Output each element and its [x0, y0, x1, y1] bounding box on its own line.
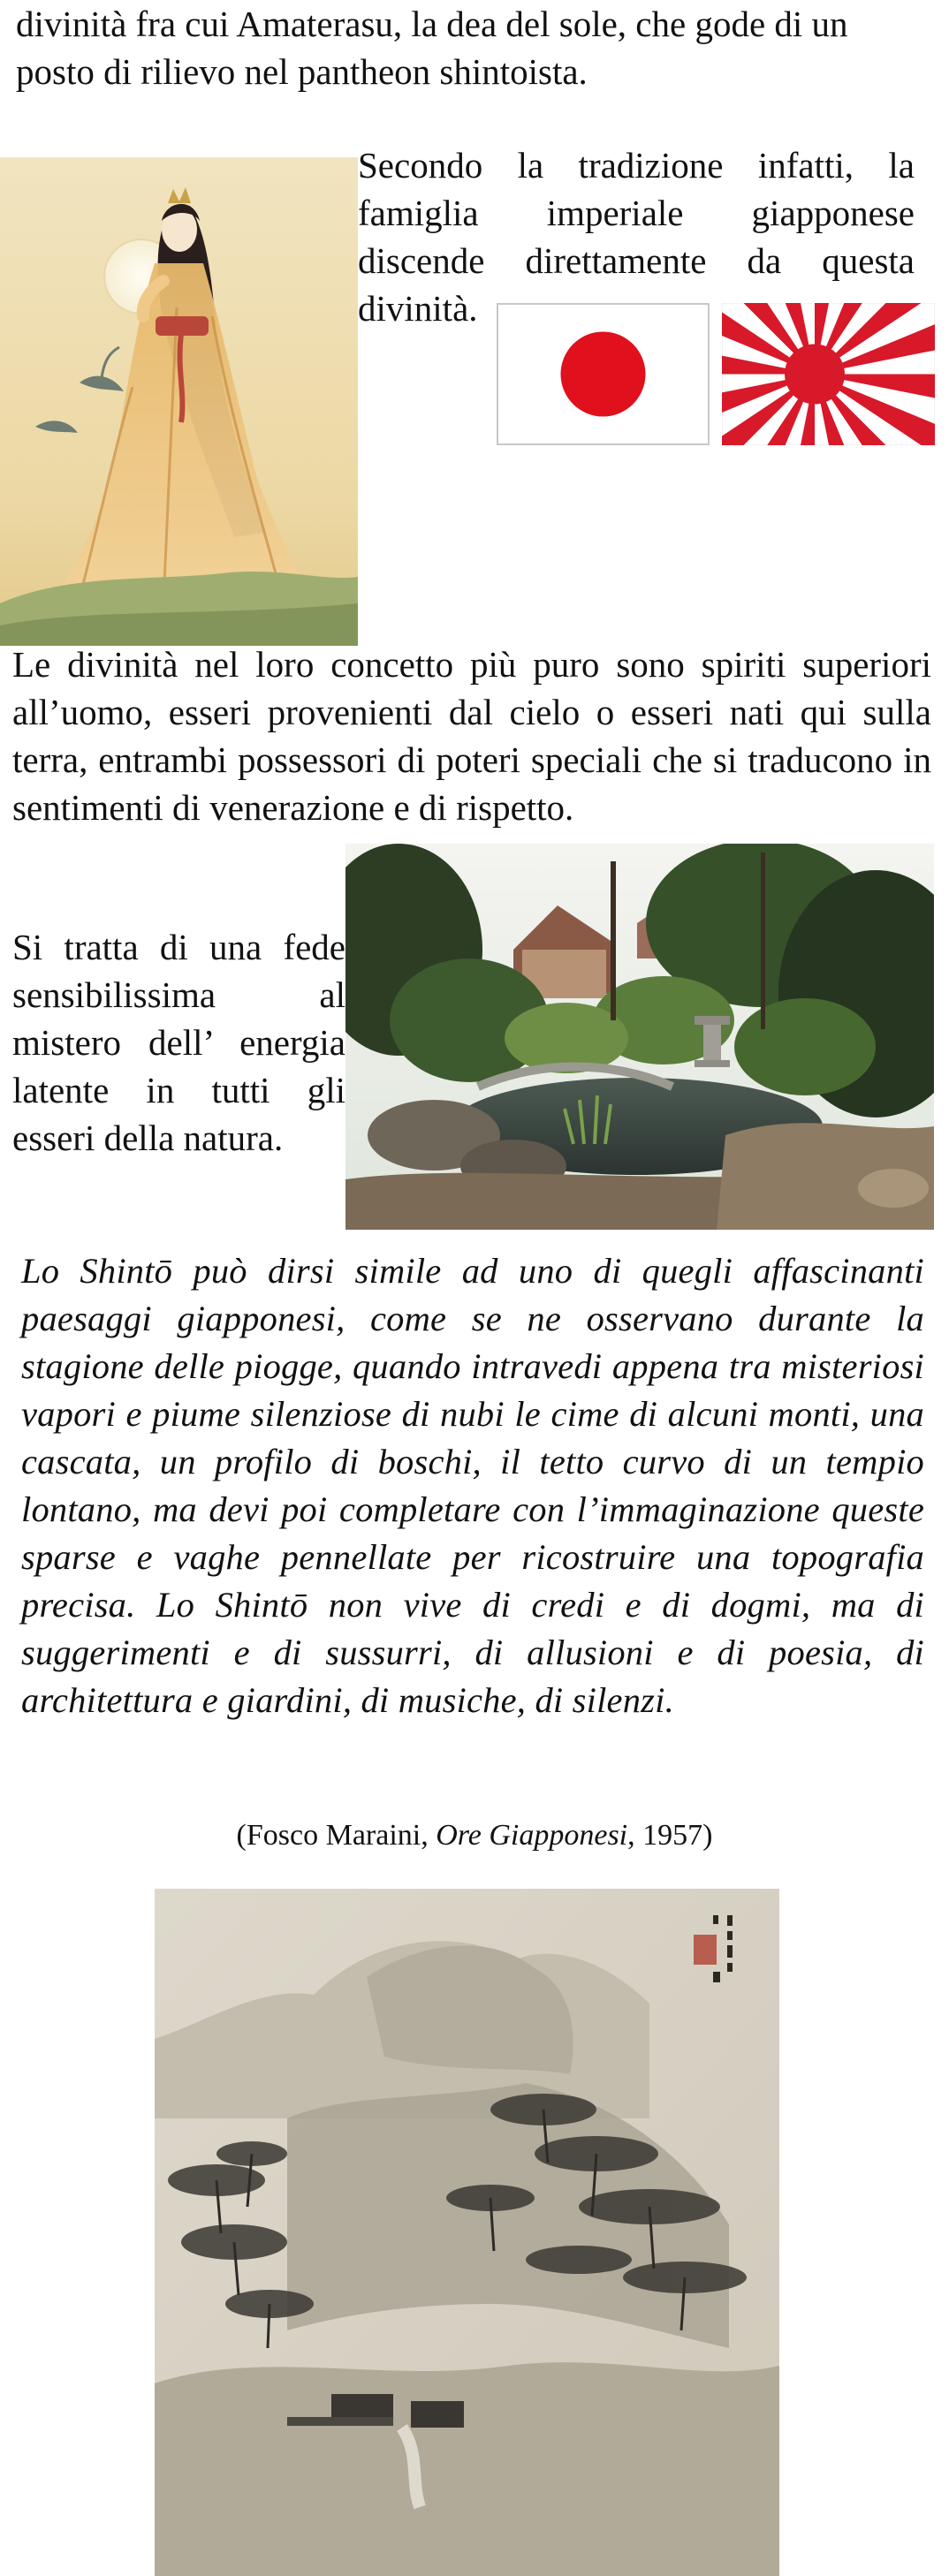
citation-book-title: Ore Giapponesi — [436, 1819, 628, 1852]
ink-landscape-painting — [155, 1889, 779, 2576]
spirits-paragraph: Le divinità nel loro concetto più puro sono spiriti superiori all’uomo, esseri provenienti dal cielo o esseri nati qui sulla terra, entrambi possessori di poteri speciali che si traducono in sentimenti di venerazione e di rispetto. — [12, 644, 931, 828]
amaterasu-illustration — [0, 157, 358, 646]
intro-paragraph: divinità fra cui Amaterasu, la dea del sole, che gode di un posto di rilievo nel pantheon shintoista. — [16, 4, 848, 92]
japan-flag — [497, 303, 710, 445]
citation-suffix: , 1957) — [627, 1819, 713, 1852]
citation-prefix: (Fosco Maraini, — [236, 1819, 437, 1852]
faith-paragraph: Si tratta di una fede sensibilissima al mistero dell’ energia latente in tutti gli esseri della natura. — [12, 927, 345, 1158]
japanese-garden-photo — [345, 844, 934, 1230]
imperial-family-paragraph: Secondo la tradizione infatti, la famiglia imperiale giapponese discende direttamente da questa divinità. — [358, 145, 915, 329]
rising-sun-flag — [722, 303, 935, 445]
maraini-quote: Lo Shintō può dirsi simile ad uno di quegli affascinanti paesaggi giapponesi, come se ne osservano durante la stagione delle piogge, quando intravedi appena tra misteriosi vapori e piume silenziose di nubi le cime di alcuni monti, una cascata, un profilo di boschi, il tetto curvo di un tempio lontano, ma devi poi completare con l’immaginazione queste sparse e vaghe pennellate per ricostruire una topografia precisa. Lo Shintō non vive di credi e di dogmi, ma di suggerimenti e di sussurri, di allusioni e di poesia, di architettura e giardini, di musiche, di silenzi. — [21, 1251, 924, 1720]
quote-citation — [0, 1818, 949, 1853]
